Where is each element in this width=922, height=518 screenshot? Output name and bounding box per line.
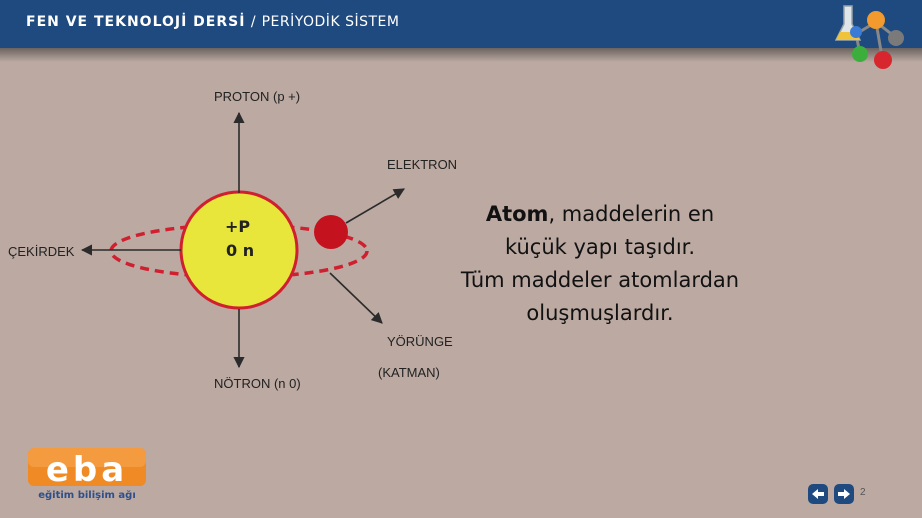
nucleus-label: ÇEKİRDEK [8, 244, 75, 259]
orbit-label: YÖRÜNGE [387, 334, 453, 349]
nucleus-proton-text: +P [225, 217, 251, 236]
electron-label: ELEKTRON [387, 157, 458, 172]
layer-label: (KATMAN) [378, 365, 440, 380]
eba-logo-text: eba [45, 450, 129, 490]
atom-orange [867, 11, 885, 29]
header-shadow [0, 48, 922, 62]
description-line-3: Tüm maddeler atomlardan [460, 268, 740, 292]
atom-green [852, 46, 868, 62]
atom-diagram [0, 75, 470, 405]
eba-logo [28, 446, 148, 502]
description-line-2: küçük yapı taşıdır. [504, 235, 696, 259]
nucleus-neutron-text: 0 n [226, 241, 255, 260]
neutron-label: NÖTRON (n 0) [214, 376, 301, 391]
topic-title: PERİYODİK SİSTEM [261, 14, 400, 30]
chemistry-molecule-icon [826, 2, 916, 74]
atom-description [440, 198, 760, 330]
next-slide-button[interactable] [834, 484, 854, 504]
course-title: FEN VE TEKNOLOJİ DERSİ [26, 14, 246, 30]
title-separator: / [250, 14, 257, 30]
orbit-arrow [330, 273, 382, 323]
atom-red [874, 51, 892, 69]
description-line-1 [440, 198, 760, 231]
slide-title [26, 14, 399, 30]
electron-circle [314, 215, 348, 249]
electron-arrow [346, 189, 404, 223]
slide-navigation [806, 482, 886, 508]
atom-blue [850, 26, 862, 38]
description-line-1-rest: , maddelerin en [548, 202, 715, 226]
atom-gray [888, 30, 904, 46]
atom-term: Atom [485, 202, 549, 226]
previous-slide-button[interactable] [808, 484, 828, 504]
page-number: 2 [860, 487, 866, 498]
proton-label: PROTON (p +) [214, 89, 301, 104]
eba-logo-subtitle: eğitim bilişim ağı [38, 490, 136, 501]
description-line-4: oluşmuşlardır. [526, 301, 674, 325]
